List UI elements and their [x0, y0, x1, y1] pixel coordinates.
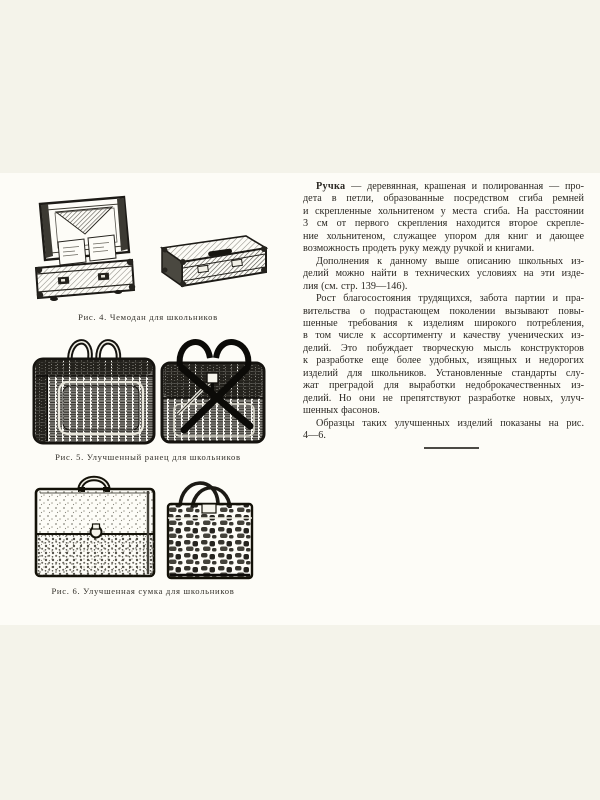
- text-line: шенных фасонов.: [303, 405, 380, 417]
- text-line: 3 см от первого скрепления находится второе скрепле-: [303, 218, 584, 230]
- text-line: вительства о подрастающем поколении вызывают повы-: [303, 305, 584, 317]
- text-line: Дополнения к данному выше описанию школьных из-: [316, 255, 584, 267]
- text-line: лия (см. стр. 139—146).: [303, 280, 408, 292]
- text-line: Ручка — деревянная, крашеная и полированная — про-: [316, 181, 584, 192]
- text-line: к разработке еще более удобных, изящных и недорогих: [303, 355, 584, 367]
- briefcase-drawing: [36, 479, 154, 577]
- croc-handbag-drawing: [168, 483, 252, 578]
- text-line: дета в петли, образованные посредством сгиба ремней: [303, 193, 584, 205]
- open-suitcase-drawing: [36, 197, 135, 301]
- figure-5-knapsack: [28, 332, 268, 462]
- figure-6-illustration: [30, 474, 256, 582]
- figure-6-bag: [30, 474, 256, 596]
- text-column: [303, 181, 584, 443]
- text-line: в том числе к ассортименту и качеству ученических из-: [303, 330, 584, 342]
- text-line: ние хольнитеном, служащее упором для книг и дающее: [303, 230, 584, 242]
- figure-4-illustration: [28, 192, 268, 308]
- knapsack-crossed-straps-drawing: [162, 342, 264, 442]
- text-line: и скрепленные хольнитеном у места сгиба. На расстоянии: [303, 205, 584, 217]
- text-line: жат преградой для выработки недоброкачественных из-: [303, 380, 584, 392]
- text-line: изделий для школьников. Установленные стандарты слу-: [303, 367, 584, 379]
- text-line: делий. Но они не препятствуют разработке новых, улуч-: [303, 392, 584, 404]
- text-line: делий можно найти в технических условиях на эти изде-: [303, 268, 584, 280]
- text-line: возможность продеть руку между ручкой и книгами.: [303, 243, 535, 255]
- text-line: делий. Это побуждает творческую мысль конструкторов: [303, 342, 584, 354]
- figure-5-caption: Рис. 5. Улучшенный ранец для школьников: [55, 452, 241, 462]
- figure-6-caption: Рис. 6. Улучшенная сумка для школьников: [51, 586, 235, 596]
- closed-suitcase-drawing: [162, 236, 267, 287]
- knapsack-straps-drawing: [34, 342, 154, 443]
- text-line: шенные требования к изделиям широкого потребления,: [303, 317, 584, 329]
- figure-4-suitcase: [28, 192, 268, 322]
- figure-4-caption: Рис. 4. Чемодан для школьников: [78, 312, 218, 322]
- section-end-divider: [424, 447, 479, 449]
- text-line: Рост благосостояния трудящихся, забота партии и пра-: [316, 293, 584, 305]
- text-line: 4—6.: [303, 430, 326, 442]
- figure-5-illustration: [28, 332, 268, 448]
- text-line: Образцы таких улучшенных изделий показаны на рис.: [316, 417, 584, 429]
